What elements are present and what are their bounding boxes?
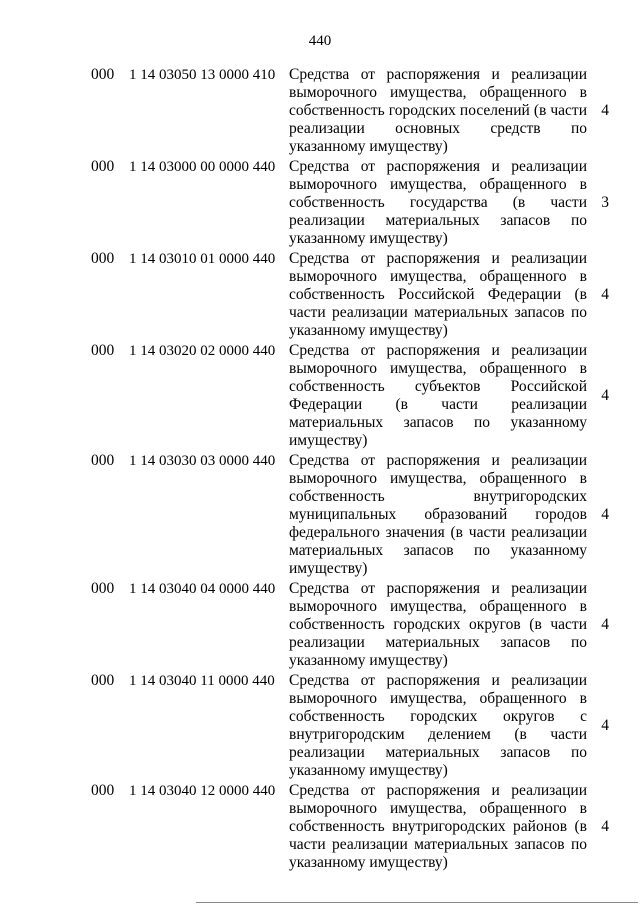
- norm-value: 4: [601, 286, 609, 303]
- table-row: [0, 66, 640, 156]
- norm-value: 4: [601, 616, 609, 633]
- budget-classification-code: 1 14 03050 13 0000 410: [129, 67, 276, 83]
- revenue-name: Средства от распоряжения и реализации выморочного имущества, обращенного в собственность внутригородских районов (в части реализации материальных запасов по указанному имуществу): [289, 782, 587, 871]
- admin-code: 000: [91, 158, 115, 175]
- admin-code: 000: [91, 580, 115, 597]
- revenue-name: Средства от распоряжения и реализации выморочного имущества, обращенного в собственность государства (в части реализации материальных запасов по указанному имуществу): [289, 158, 587, 247]
- budget-classification-code: 1 14 03040 11 0000 440: [129, 673, 275, 689]
- revenue-code-table: [0, 66, 640, 874]
- budget-classification-code: 1 14 03040 04 0000 440: [129, 581, 276, 597]
- norm-value: 4: [601, 102, 609, 119]
- admin-code: 000: [91, 66, 115, 83]
- norm-value: 4: [601, 506, 609, 523]
- table-row: [0, 250, 640, 340]
- table-row: [0, 672, 640, 780]
- revenue-name: Средства от распоряжения и реализации выморочного имущества, обращенного в собственность городских округов с внутригородским делением (в части реализации материальных запасов по указанному имуществу): [289, 672, 587, 779]
- table-row: [0, 782, 640, 872]
- table-row: [0, 580, 640, 670]
- revenue-name: Средства от распоряжения и реализации выморочного имущества, обращенного в собственность субъектов Российской Федерации (в части реализации материальных запасов по указанному имуществу): [289, 342, 587, 449]
- admin-code: 000: [91, 452, 115, 469]
- norm-value: 4: [601, 387, 609, 404]
- budget-classification-code: 1 14 03000 00 0000 440: [129, 159, 276, 175]
- revenue-name: Средства от распоряжения и реализации выморочного имущества, обращенного в собственность внутригородских муниципальных образований городов федерального значения (в части реализации материальных запасов по указанному имуществу): [289, 452, 587, 577]
- page-number: 440: [308, 33, 332, 49]
- admin-code: 000: [91, 250, 115, 267]
- admin-code: 000: [91, 672, 115, 689]
- budget-classification-code: 1 14 03010 01 0000 440: [129, 251, 276, 267]
- scan-edge-line: [196, 902, 638, 903]
- revenue-name: Средства от распоряжения и реализации выморочного имущества, обращенного в собственность Российской Федерации (в части реализации материальных запасов по указанному имуществу): [289, 250, 587, 339]
- admin-code: 000: [91, 342, 115, 359]
- revenue-name: Средства от распоряжения и реализации выморочного имущества, обращенного в собственность городских поселений (в части реализации основных средств по указанному имуществу): [289, 66, 587, 155]
- table-row: [0, 342, 640, 450]
- norm-value: 3: [601, 194, 609, 211]
- norm-value: 4: [601, 818, 609, 835]
- norm-value: 4: [601, 717, 609, 734]
- budget-classification-code: 1 14 03020 02 0000 440: [129, 343, 276, 359]
- table-row: [0, 158, 640, 248]
- budget-classification-code: 1 14 03030 03 0000 440: [129, 453, 276, 469]
- budget-classification-code: 1 14 03040 12 0000 440: [129, 783, 276, 799]
- table-row: [0, 452, 640, 578]
- revenue-name: Средства от распоряжения и реализации выморочного имущества, обращенного в собственность городских округов (в части реализации материальных запасов по указанному имуществу): [289, 580, 587, 669]
- admin-code: 000: [91, 782, 115, 799]
